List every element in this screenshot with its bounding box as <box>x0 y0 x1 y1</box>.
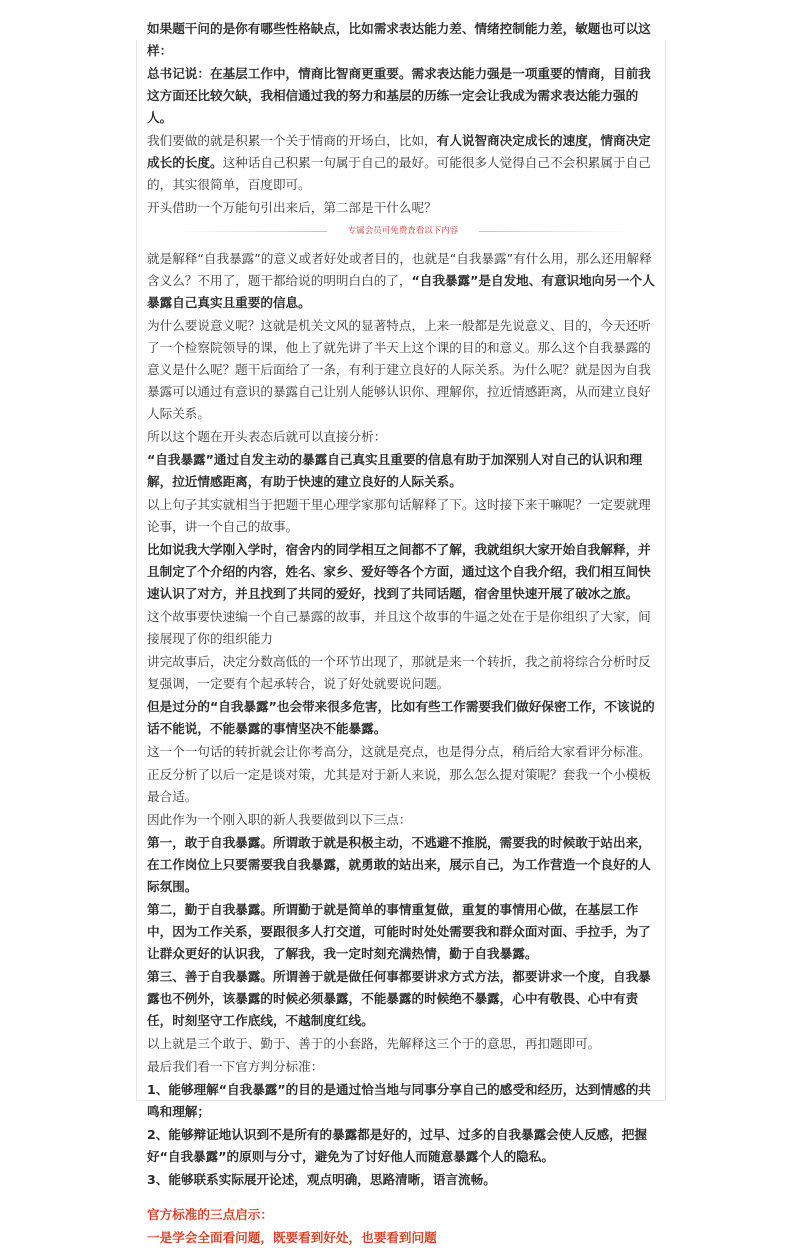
paragraph <box>147 1033 659 1055</box>
body-text: 开头借助一个万能句引出来后，第二部是干什么呢？ <box>147 200 437 215</box>
paragraph <box>147 809 659 831</box>
paragraph <box>147 539 659 605</box>
section-gap <box>147 1192 659 1204</box>
paragraph <box>147 651 659 695</box>
paragraph <box>147 696 659 740</box>
body-text: 以上句子其实就相当于把题干里心理学家那句话解释了下。这时接下来干嘛呢？一定要就理论事，讲一个自己的故事。 <box>147 497 651 534</box>
paragraph <box>147 1169 659 1191</box>
paragraph <box>147 426 659 448</box>
bold-text: 1、能够理解“自我暴露”的目的是通过恰当地与同事分享自己的感受和经历，达到情感的共鸣和理解； <box>147 1082 651 1119</box>
bold-text: 第三、善于自我暴露。所谓善于就是做任何事都要讲求方式方法，都要讲求一个度，自我暴露也不例外，该暴露的时候必须暴露，不能暴露的时候绝不暴露，心中有敬畏、心中有责任，时刻坚守工作底线，不越制度红线。 <box>147 969 651 1028</box>
paragraph <box>147 764 659 808</box>
paragraph <box>147 1124 659 1168</box>
paragraph <box>147 741 659 763</box>
intro-section <box>147 18 659 219</box>
bold-text: 3、能够联系实际展开论述，观点明确，思路清晰，语言流畅。 <box>147 1172 496 1187</box>
body-text: 这种话自己积累一句属于自己的最好。可能很多人觉得自己不会积累属于自己的，其实很简单，百度即可。 <box>147 155 651 192</box>
paragraph <box>147 130 659 196</box>
bold-text: “自我暴露”是自发地、有意识地向另一个人暴露自己真实且重要的信息。 <box>147 273 655 310</box>
highlight-text: 一是学会全面看问题，既要看到好处，也要看到问题 <box>147 1230 437 1245</box>
body-text: 就是解释“自我暴露”的意义或者好处或者目的，也就是“自我暴露”有什么用，那么还用解释含义么？不用了，题干都给说的明明白白的了， <box>147 251 652 288</box>
body-text: 讲完故事后，决定分数高低的一个环节出现了，那就是来一个转折，我之前将综合分析时反复强调，一定要有个起承转合，说了好处就要说问题。 <box>147 654 651 691</box>
member-content-divider <box>147 223 659 239</box>
paragraph <box>147 899 659 965</box>
body-text: 正反分析了以后一定是谈对策，尤其是对于新人来说，那么怎么提对策呢？套我一个小模板最合适。 <box>147 767 651 804</box>
paragraph <box>147 1056 659 1078</box>
body-text: 这个故事要快速编一个自己暴露的故事，并且这个故事的牛逼之处在于是你组织了大家，间接展现了你的组织能力 <box>147 609 651 646</box>
body-text: 所以这个题在开头表态后就可以直接分析： <box>147 429 387 444</box>
member-divider-label: 专属会员可免费查看以下内容 <box>340 226 467 236</box>
body-text: 为什么要说意义呢？这就是机关文风的显著特点，上来一般都是先说意义、目的，今天还听了一个检察院领导的课，他上了就先讲了半天上这个课的目的和意义。那么这个自我暴露的意义是什么呢？题干后面给了一条，有利于建立良好的人际关系。为什么呢？就是因为自我暴露可以通过有意识的暴露自己让别人能够认识你、理解你，拉近情感距离，从而建立良好人际关系。 <box>147 318 651 421</box>
paragraph <box>147 197 659 219</box>
body-text: 最后我们看一下官方判分标准： <box>147 1059 324 1074</box>
conclusion-section <box>147 1204 659 1249</box>
divider-rule-left <box>177 231 327 232</box>
paragraph <box>147 63 659 129</box>
body-text: 我们要做的就是积累一个关于情商的开场白，比如， <box>147 133 437 148</box>
paragraph <box>147 18 659 62</box>
bold-text: “自我暴露”通过自发主动的暴露自己真实且重要的信息有助于加深别人对自己的认识和理解，拉近情感距离，有助于快速的建立良好的人际关系。 <box>147 452 643 489</box>
paragraph <box>147 248 659 314</box>
body-text: 以上就是三个敢于、勤于、善于的小套路，先解释这三个于的意思，再扣题即可。 <box>147 1036 601 1051</box>
paragraph <box>147 606 659 650</box>
bold-text: 第二，勤于自我暴露。所谓勤于就是简单的事情重复做，重复的事情用心做，在基层工作中，因为工作关系，要跟很多人打交道，可能时时处处需要我和群众面对面、手拉手，为了让群众更好的认识我，了解我，我一定时刻充满热情，勤于自我暴露。 <box>147 902 651 961</box>
bold-text: 总书记说：在基层工作中，情商比智商更重要。需求表达能力强是一项重要的情商，目前我这方面还比较欠缺，我相信通过我的努力和基层的历练一定会让我成为需求表达能力强的人。 <box>147 66 651 125</box>
bold-text: 比如说我大学刚入学时，宿舍内的同学相互之间都不了解，我就组织大家开始自我解释，并且制定了个介绍的内容，姓名、家乡、爱好等各个方面，通过这个自我介绍，我们相互间快速认识了对方，并且找到了共同的爱好，找到了共同话题，宿舍里快速开展了破冰之旅。 <box>147 542 651 601</box>
paragraph <box>147 494 659 538</box>
bold-text: 但是过分的“自我暴露”也会带来很多危害，比如有些工作需要我们做好保密工作，不该说的话不能说，不能暴露的事情坚决不能暴露。 <box>147 699 655 736</box>
article-body <box>147 18 659 1250</box>
divider-rule-right <box>479 231 629 232</box>
paragraph <box>147 1204 659 1226</box>
bold-text: 有人说智商决定成长的速度，情商决定成长的长度。 <box>147 133 651 170</box>
document-page <box>136 21 666 1245</box>
highlight-text: 官方标准的三点启示： <box>147 1207 273 1222</box>
member-section <box>147 248 659 1191</box>
paragraph <box>147 1079 659 1123</box>
paragraph <box>147 1227 659 1249</box>
paragraph <box>147 449 659 493</box>
paragraph <box>147 315 659 425</box>
bold-text: 2、能够辩证地认识到不是所有的暴露都是好的，过早、过多的自我暴露会使人反感，把握好“自我暴露”的原则与分寸，避免为了讨好他人而随意暴露个人的隐私。 <box>147 1127 647 1164</box>
bold-text: 第一，敢于自我暴露。所谓敢于就是积极主动，不逃避不推脱，需要我的时候敢于站出来，在工作岗位上只要需要我自我暴露，就勇敢的站出来，展示自己，为工作营造一个良好的人际氛围。 <box>147 835 651 894</box>
body-text: 这一个一句话的转折就会让你考高分，这就是亮点，也是得分点，稍后给大家看评分标准。 <box>147 744 651 759</box>
paragraph <box>147 832 659 898</box>
body-text: 因此作为一个刚入职的新人我要做到以下三点： <box>147 812 412 827</box>
paragraph <box>147 966 659 1032</box>
bold-text: 如果题干问的是你有哪些性格缺点，比如需求表达能力差、情绪控制能力差，敏题也可以这样： <box>147 21 651 58</box>
